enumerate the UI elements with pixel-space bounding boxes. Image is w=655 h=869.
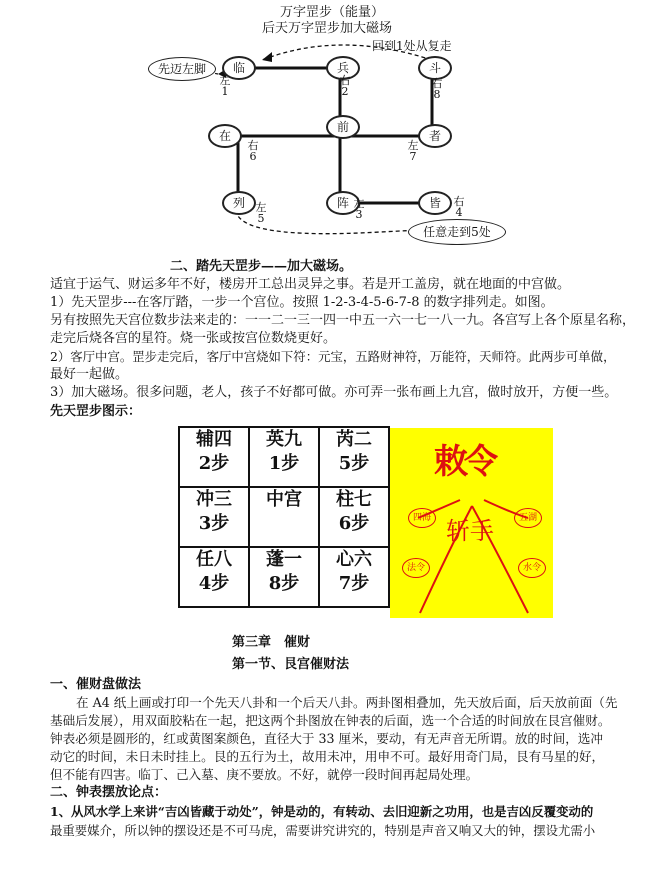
node-jie: 皆 — [418, 191, 452, 215]
node-zai: 在 — [208, 124, 242, 148]
diagram-subtitle: 后天万字罡步加大磁场 — [262, 21, 393, 36]
step-label-2: 右 2 — [339, 74, 351, 98]
end-note-bubble: 任意走到5处 — [408, 219, 506, 245]
section2-p4a: 2）客厅中宫。罡步走完后，客厅中宫烧如下符：元宝，五路财神符，万能符，天师符。此两步可单做， — [50, 349, 616, 364]
palace-cell: 辅四 2步 — [179, 427, 249, 487]
chapter-p2: 基础后发展），用双面胶粘在一起，把这两个卦图放在钟表的后面，选一个合适的时间放在艮宫催财。 — [50, 713, 611, 728]
step-label-3: 左 3 — [353, 197, 365, 221]
talisman-seal-right-upper: 五湖 — [514, 508, 542, 528]
step-label-6: 右 6 — [247, 139, 259, 163]
chapter-p1: 在 A4 纸上画或打印一个先天八卦和一个后天八卦。两卦图相叠加，先天放后面，后天放前面（先 — [76, 695, 618, 710]
section2-p5: 3）加大磁场。很多问题，老人，孩子不好都可做。亦可弄一张布画上九宫，做时放开，方便一些。 — [50, 385, 618, 400]
return-arrowhead — [262, 52, 272, 62]
node-qian: 前 — [326, 115, 360, 139]
figure-label: 先天罡步图示： — [50, 404, 142, 419]
node-lin: 临 — [222, 56, 256, 80]
chapter-heading-2: 二、钟表摆放论点： — [50, 785, 168, 800]
talisman-seal-left-lower: 法令 — [402, 558, 430, 578]
talisman-image — [390, 428, 553, 618]
node-dou: 斗 — [418, 56, 452, 80]
node-bing: 兵 — [326, 56, 360, 80]
palace-cell: 英九 1步 — [249, 427, 319, 487]
palace-cell: 中宫 — [249, 487, 319, 547]
talisman-seal-left-upper: 四海 — [408, 508, 436, 528]
palace-cell: 柱七 6步 — [319, 487, 389, 547]
talisman-top-text: 敕令 — [434, 442, 494, 482]
chapter-section-title: 第一节、艮宫催财法 — [232, 657, 350, 672]
node-lie: 列 — [222, 191, 256, 215]
step-label-4: 右 4 — [453, 195, 465, 219]
node-zhe: 者 — [418, 124, 452, 148]
section2-heading: 二、踏先天罡步——加大磁场。 — [170, 259, 353, 274]
step-label-5: 左 5 — [255, 201, 267, 225]
section2-p3b: 走完后烧各宫的星符。烧一张或按宫位数烧更好。 — [50, 331, 337, 346]
step-label-1: 左 1 — [219, 74, 231, 98]
nine-palace-grid — [178, 426, 390, 608]
step-label-7: 左 7 — [407, 139, 419, 163]
section2-p2: 1）先天罡步---在客厅踏，一步一个宫位。按照 1-2-3-4-5-6-7-8 的数字排列走。如图。 — [50, 295, 554, 310]
palace-cell: 芮二 5步 — [319, 427, 389, 487]
chapter-p6: 1、从风水学上来讲“吉凶皆藏于动处”，钟是动的，有转动、去旧迎新之功用，也是吉凶反覆变动的 — [50, 804, 594, 819]
chapter-p3: 钟表必须是圆形的，红或黄图案颜色，直径大于 33 厘米，要动，有无声音无所谓。放的时间，选冲 — [50, 731, 603, 746]
palace-cell: 心六 7步 — [319, 547, 389, 607]
chapter-p5: 但不能有四害。临丁、己入墓、庚不要放。不好，就停一段时间再起局处理。 — [50, 767, 479, 782]
palace-cell: 冲三 3步 — [179, 487, 249, 547]
diagram-title: 万字罡步（能量） — [280, 5, 385, 20]
chapter-p7: 最重要媒介，所以钟的摆设还是不可马虎，需要讲究讲究的，特别是声音又响又大的钟，摆设尤需小 — [50, 823, 596, 838]
section2-p4b: 最好一起做。 — [50, 367, 129, 382]
node-zhen: 阵 — [326, 191, 360, 215]
step-label-8: 右 8 — [431, 77, 443, 101]
return-note: 回到1处从复走 — [372, 39, 452, 53]
talisman-seal-right-lower: 水令 — [518, 558, 546, 578]
section2-p3a: 另有按照先天宫位数步法来走的：一一二一三一四一中五一六一七一八一九。各宫写上各个原星名称， — [50, 313, 636, 328]
chapter-title: 第三章 催财 — [232, 635, 311, 650]
palace-cell: 任八 4步 — [179, 547, 249, 607]
chapter-heading-1: 一、催财盘做法 — [50, 677, 142, 692]
palace-cell: 蓬一 8步 — [249, 547, 319, 607]
start-note-bubble: 先迈左脚 — [148, 57, 216, 81]
section2-p1: 适宜于运气、财运多年不好，楼房开工总出灵异之事。若是开工盖房，就在地面的中宫做。 — [50, 277, 571, 292]
talisman-main-text: 斩手 — [446, 517, 494, 545]
chapter-p4: 动它的时间，未日未时挂上。艮的五行为土，故用未冲，用申不可。最好用奇门局，艮有马星的好， — [50, 749, 605, 764]
